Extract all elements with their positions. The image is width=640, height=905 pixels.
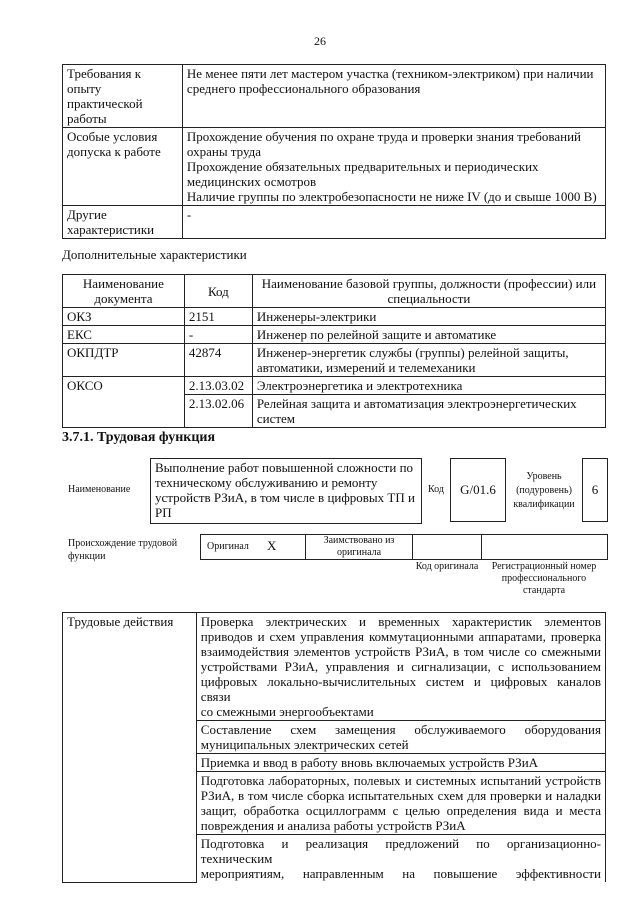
code-label: Код xyxy=(428,484,444,495)
table-row xyxy=(63,613,606,721)
action-item xyxy=(196,835,605,883)
table-row xyxy=(63,206,606,239)
table-row xyxy=(63,344,606,377)
table-row xyxy=(63,377,606,395)
text-line: муниципальных электрических сетей xyxy=(200,737,409,752)
additional-table xyxy=(62,274,606,428)
origin-original-cell xyxy=(200,534,306,560)
text-line: повреждения и анализа работы устройств РЗиА xyxy=(200,818,466,833)
column-header: Наименование базовой группы, должности (профессии) или специальности xyxy=(252,275,605,308)
name-label: Наименование xyxy=(68,484,131,495)
actions-label: Трудовые действия xyxy=(63,613,197,883)
row-label: Требования к опыту практической работы xyxy=(63,65,183,128)
text-line: цифровых локально-вычислительных систем и цифровых каналов связи xyxy=(200,674,601,704)
origin-label: Происхождение трудовой функции xyxy=(68,538,178,562)
borrowed-cell: Заимствовано из оригинала xyxy=(305,534,413,560)
row-label: Особые условия допуска к работе xyxy=(63,128,183,206)
action-item xyxy=(196,721,605,754)
row-value xyxy=(182,128,605,206)
reg-number-cell xyxy=(481,534,608,560)
cell-name: Инженер-энергетик службы (группы) релейной защиты, автоматики, измерений и телемеханики xyxy=(252,344,605,377)
cell-code: 42874 xyxy=(184,344,252,377)
cell-doc: ЕКС xyxy=(63,326,185,344)
text-line: Подготовка и реализация предложений по организационно-техническим xyxy=(200,836,601,866)
column-header: Код xyxy=(184,275,252,308)
cell-code: 2151 xyxy=(184,308,252,326)
table-row xyxy=(63,65,606,128)
text-line: Проверка электрических и временных характеристик элементов xyxy=(200,614,601,629)
text-line: приводов и схем управления коммутационными аппаратами, проверка xyxy=(200,629,601,644)
code-value-box: G/01.6 xyxy=(450,458,506,522)
text-line: Прохождение обучения по охране труда и проверки знания требований охраны труда xyxy=(186,129,582,159)
text-line: со смежными энергообъектами xyxy=(200,704,374,719)
cell-doc: ОКЗ xyxy=(63,308,185,326)
action-item xyxy=(196,754,605,772)
code-original-label: Код оригинала xyxy=(415,561,479,572)
row-value: Не менее пяти лет мастером участка (техником-электриком) при наличии среднего профессионального образования xyxy=(182,65,605,128)
labor-actions-table xyxy=(62,612,606,883)
cell-doc: ОКПДТР xyxy=(63,344,185,377)
row-label: Другие характеристики xyxy=(63,206,183,239)
level-value-box: 6 xyxy=(582,458,608,522)
text-line: защит, обработка осциллограмм с целью определения вида и места xyxy=(200,803,601,818)
requirements-table xyxy=(62,64,606,239)
cell-name: Релейная защита и автоматизация электроэнергетических систем xyxy=(252,395,605,428)
column-header: Наименование документа xyxy=(63,275,185,308)
text-line: Приемка и ввод в работу вновь включаемых устройств РЗиА xyxy=(200,755,539,770)
text-line: Составление схем замещения обслуживаемого оборудования xyxy=(200,722,601,737)
table-row xyxy=(63,128,606,206)
text-line: мероприятиям, направленным на повышение эффективности xyxy=(200,866,601,881)
table-row xyxy=(63,326,606,344)
action-item xyxy=(196,613,605,721)
action-item xyxy=(196,772,605,835)
text-line: Наличие группы по электробезопасности не ниже IV (до и свыше 1000 В) xyxy=(186,189,597,204)
cell-name: Инженер по релейной защите и автоматике xyxy=(252,326,605,344)
text-line: РЗиА, в том числе сборка испытательных схем для проверки и наладки xyxy=(200,788,601,803)
cell-doc: ОКСО xyxy=(63,377,185,428)
text-line: устройствами РЗиА, управления и сигнализации, с использованием xyxy=(200,659,601,674)
cell-code: - xyxy=(184,326,252,344)
cell-code: 2.13.02.06 xyxy=(184,395,252,428)
code-original-cell xyxy=(412,534,482,560)
cell-code: 2.13.03.02 xyxy=(184,377,252,395)
table-header-row xyxy=(63,275,606,308)
section-heading: Дополнительные характеристики xyxy=(62,247,247,262)
level-label: Уровень (подуровень) квалификации xyxy=(513,471,575,510)
reg-number-label: Регистрационный номер профессионального стандарта xyxy=(491,561,597,596)
cell-name: Инженеры-электрики xyxy=(252,308,605,326)
page-number: 26 xyxy=(314,34,326,48)
function-name-box: Выполнение работ повышенной сложности по техническому обслуживанию и ремонту устройств РЗиА, в том числе в цифровых ТП и РП xyxy=(150,458,422,524)
text-line: Прохождение обязательных предварительных и периодических медицинских осмотров xyxy=(186,159,539,189)
text-line: Подготовка лабораторных, полевых и системных испытаний устройств xyxy=(200,773,601,788)
text-line: взаимодействия элементов устройств РЗиА, в том числе со смежными xyxy=(200,644,601,659)
table-row xyxy=(63,308,606,326)
cell-name: Электроэнергетика и электротехника xyxy=(252,377,605,395)
row-value: - xyxy=(182,206,605,239)
original-mark: X xyxy=(267,538,277,553)
original-label: Оригинал xyxy=(207,541,249,552)
function-title: 3.7.1. Трудовая функция xyxy=(62,430,216,445)
